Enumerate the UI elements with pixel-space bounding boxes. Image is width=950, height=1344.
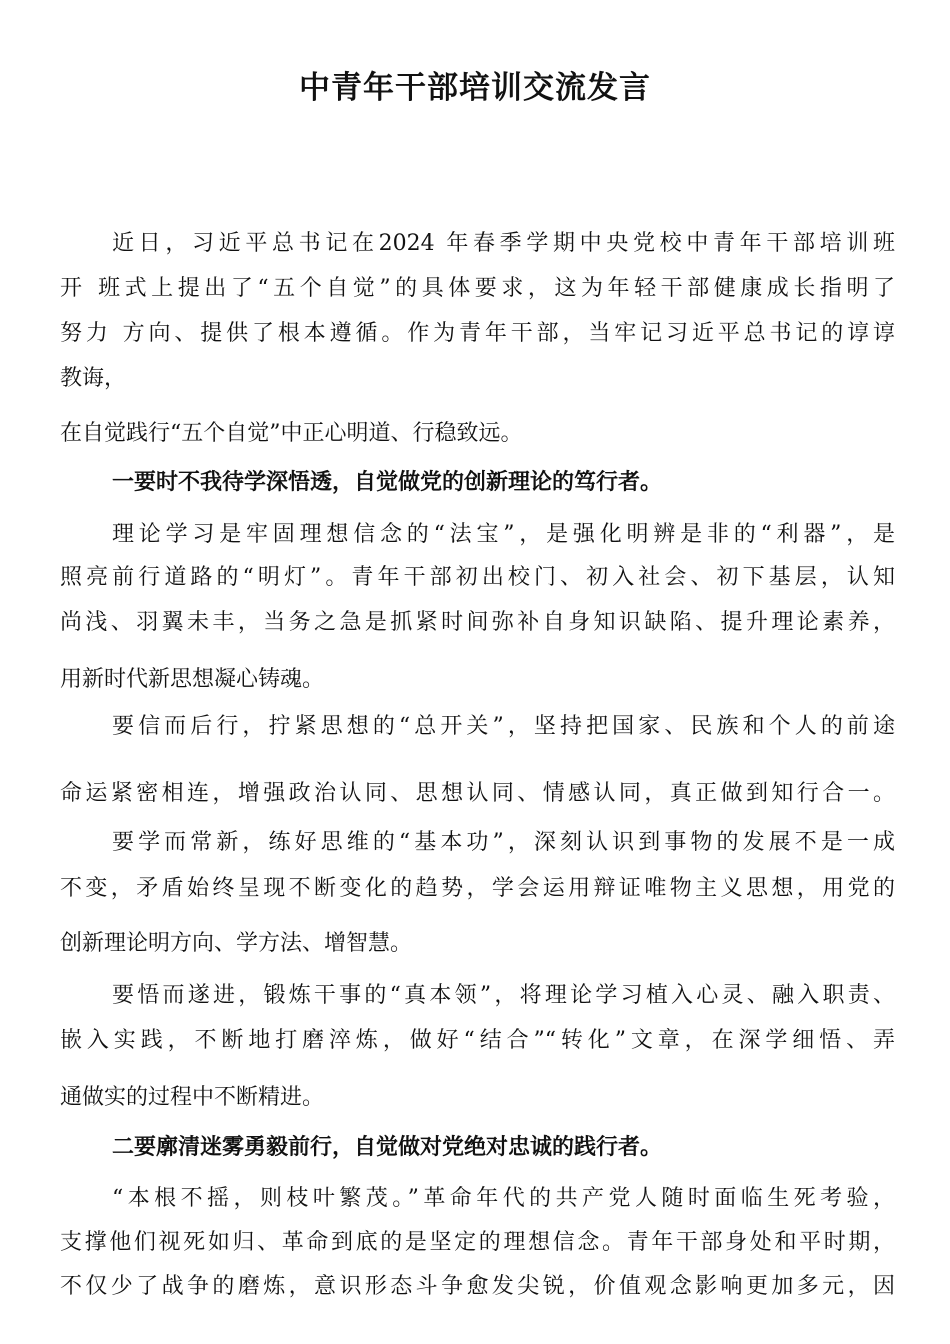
text-line: 命运紧密相连，增强政治认同、思想认同、情感认同，真正做到知行合一。: [60, 781, 895, 806]
text-line: 尚浅、羽翼未丰，当务之急是抓紧时间弥补自身知识缺陷、提升理论素养，: [60, 610, 895, 635]
text-line: 教诲，: [60, 366, 127, 391]
text-line: 不变，矛盾始终呈现不断变化的趋势，学会运用辩证唯物主义思想，用党的: [60, 876, 895, 901]
text-line: 通做实的过程中不断精进。: [60, 1085, 325, 1110]
text-line: 开 班式上提出了“五个自觉”的具体要求，这为年轻干部健康成长指明了: [60, 276, 895, 301]
text-line: 近日，习近平总书记在2024 年春季学期中央党校中青年干部培训班: [112, 231, 895, 256]
text-line: 要学而常新，练好思维的“基本功”，深刻认识到事物的发展不是一成: [112, 830, 895, 855]
text-line: 要悟而遂进，锻炼干事的“真本领”，将理论学习植入心灵、融入职责、: [112, 983, 895, 1008]
text-line: 不仅少了战争的磨炼，意识形态斗争愈发尖锐，价值观念影响更加多元，因: [60, 1274, 895, 1299]
text-line: 照亮前行道路的“明灯”。青年干部初出校门、初入社会、初下基层，认知: [60, 565, 895, 590]
text-line: 在自觉践行“五个自觉”中正心明道、行稳致远。: [60, 421, 523, 446]
section-heading: 二要廓清迷雾勇毅前行，自觉做对党绝对忠诚的践行者。: [112, 1134, 663, 1160]
document-title: 中青年干部培训交流发言: [299, 70, 651, 106]
section-heading: 一要时不我待学深悟透，自觉做党的创新理论的笃行者。: [112, 469, 663, 495]
text-line: 支撑他们视死如归、革命到底的是坚定的理想信念。青年干部身处和平时期，: [60, 1230, 895, 1255]
text-line: 努力 方向、提供了根本遵循。作为青年干部，当牢记习近平总书记的谆谆: [60, 321, 895, 346]
text-line: 嵌入实践，不断地打磨淬炼，做好“结合”“转化”文章，在深学细悟、弄: [60, 1028, 895, 1053]
text-line: 创新理论明方向、学方法、增智慧。: [60, 931, 413, 956]
text-line: 用新时代新思想凝心铸魂。: [60, 667, 325, 692]
text-line: 理论学习是牢固理想信念的“法宝”，是强化明辨是非的“利器”，是: [112, 522, 895, 547]
text-line: “本根不摇，则枝叶繁茂。”革命年代的共产党人随时面临生死考验，: [112, 1186, 895, 1211]
text-line: 要信而后行，拧紧思想的“总开关”，坚持把国家、民族和个人的前途: [112, 714, 895, 739]
